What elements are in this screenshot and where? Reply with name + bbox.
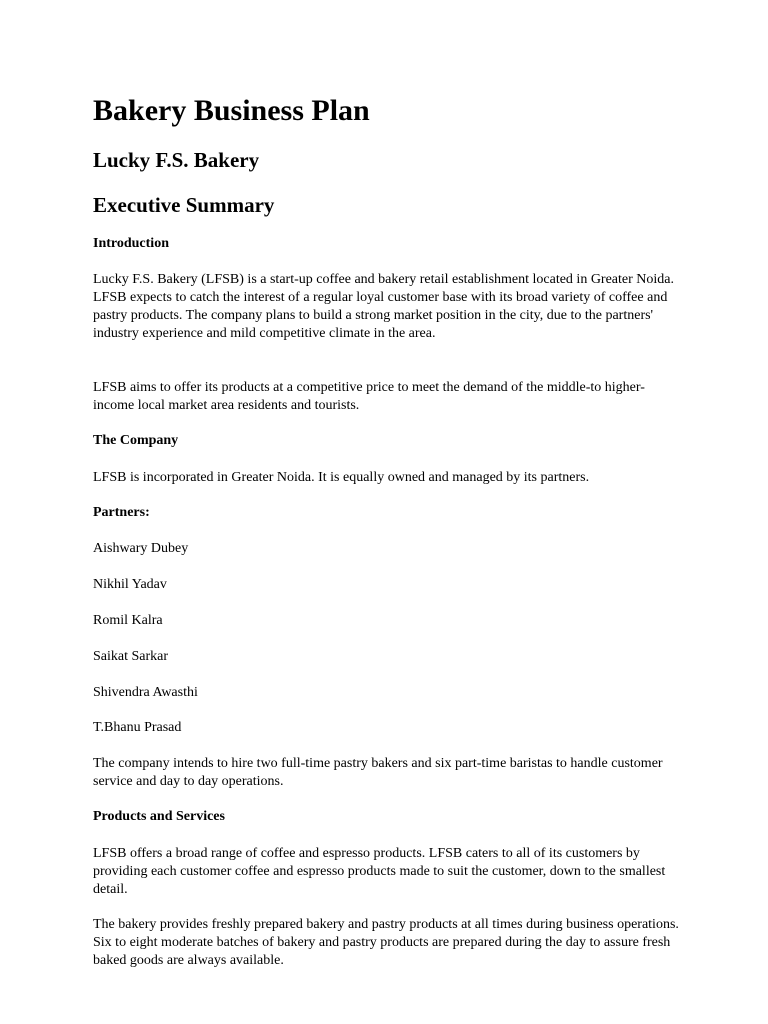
heading-partners: Partners: <box>93 505 150 520</box>
introduction-paragraph-2: LFSB aims to offer its products at a competitive price to meet the demand of the middle-to higher-income local market area residents and tourists. <box>93 380 645 413</box>
hiring-paragraph: The company intends to hire two full-time pastry bakers and six part-time baristas to handle customer service and day to day operations. <box>93 756 663 789</box>
partner-name: T.Bhanu Prasad <box>93 720 182 735</box>
heading-introduction: Introduction <box>93 236 169 251</box>
heading-the-company: The Company <box>93 433 179 448</box>
document-title: Bakery Business Plan <box>93 94 370 127</box>
partner-name: Shivendra Awasthi <box>93 685 198 700</box>
introduction-paragraph-1: Lucky F.S. Bakery (LFSB) is a start-up coffee and bakery retail establishment located in Greater Noida. LFSB expects to catch the interest of a regular loyal customer base with its broad variety of coffee and pastry products. The company plans to build a strong market position in the city, due to the partners' industry experience and mild competitive climate in the area. <box>93 272 674 341</box>
partner-name: Aishwary Dubey <box>93 541 189 556</box>
section-heading-executive-summary: Executive Summary <box>93 193 275 217</box>
partner-name: Nikhil Yadav <box>93 577 167 592</box>
heading-products-and-services: Products and Services <box>93 809 225 824</box>
products-paragraph-2: The bakery provides freshly prepared bakery and pastry products at all times during business operations. Six to eight moderate batches of bakery and pastry products are prepared during the day to assure fresh baked goods are always available. <box>93 917 679 968</box>
products-paragraph-1: LFSB offers a broad range of coffee and espresso products. LFSB caters to all of its customers by providing each customer coffee and espresso products made to suit the customer, down to the smallest detail. <box>93 846 666 897</box>
company-paragraph: LFSB is incorporated in Greater Noida. It is equally owned and managed by its partners. <box>93 470 590 485</box>
partner-name: Romil Kalra <box>93 613 163 628</box>
partner-name: Saikat Sarkar <box>93 649 169 664</box>
company-heading: Lucky F.S. Bakery <box>93 148 260 172</box>
